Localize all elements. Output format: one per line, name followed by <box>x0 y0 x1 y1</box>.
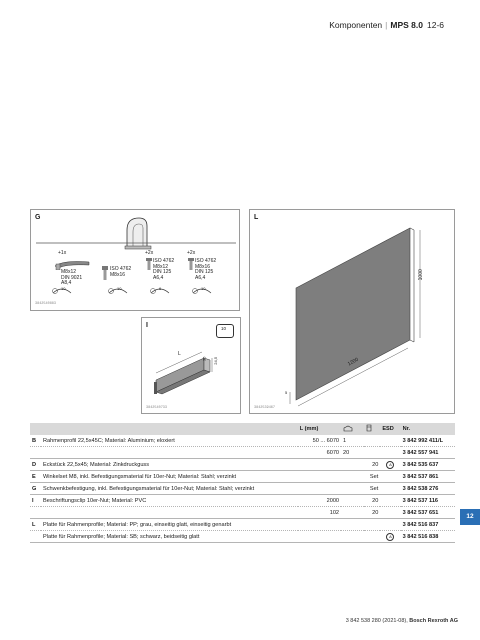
row-part-number: 3 842 537 116 <box>402 497 439 504</box>
row-length <box>298 459 341 471</box>
row-letter: L <box>32 521 36 528</box>
row-esd <box>380 471 400 483</box>
row-length <box>298 483 341 495</box>
row-letter <box>30 531 41 543</box>
row-letter <box>30 507 41 519</box>
panel-label: L <box>254 214 259 221</box>
esd-icon: A <box>386 461 394 469</box>
row-esd <box>380 459 400 471</box>
dimension-height: 1000 <box>417 269 424 281</box>
torque-value: 6 <box>159 286 162 291</box>
row-description: Rahmenprofil 22,5x45C; Material: Aluminium; eloxiert <box>43 437 175 444</box>
row-description: Winkelset M8, inkl. Befestigungsmaterial für 10er-Nut; Material: Stahl; verzinkt <box>43 473 237 480</box>
parts-table <box>30 423 455 543</box>
row-length: 2000 <box>326 497 340 504</box>
row-part-number: 3 842 535 637 <box>402 461 439 468</box>
torque-icon <box>149 287 171 295</box>
row-package: 1 <box>343 437 347 444</box>
row-esd <box>380 531 400 543</box>
row-esd <box>380 507 400 519</box>
row-part-number: 3 842 516 838 <box>402 533 439 540</box>
row-unit: 20 <box>372 509 379 516</box>
row-description <box>41 507 298 519</box>
panel-label: I <box>146 322 148 329</box>
screw-icon <box>145 258 153 270</box>
row-part-number: 3 842 537 861 <box>402 473 439 480</box>
row-length: 6070 <box>326 449 340 456</box>
row-unit: 20 <box>372 497 379 504</box>
row-length: 102 <box>329 509 340 516</box>
table-row <box>30 459 455 471</box>
table-header-row <box>30 423 455 435</box>
row-length: 50 ... 6070 <box>312 437 340 444</box>
plate-drawing <box>250 210 456 415</box>
company-name: Bosch Rexroth AG <box>409 618 458 624</box>
dimension-length: L <box>178 351 181 357</box>
row-esd <box>380 495 400 507</box>
row-length <box>298 519 341 531</box>
row-unit: 20 <box>372 461 379 468</box>
esd-icon: A <box>386 533 394 541</box>
col-length: L (mm) <box>298 423 341 435</box>
panel-i <box>141 317 241 414</box>
row-letter: D <box>32 461 37 468</box>
qty-label: +2x <box>145 250 154 256</box>
torque-value: 10 <box>61 286 66 291</box>
page-footer <box>346 618 458 624</box>
row-letter: G <box>32 485 37 492</box>
dimension-b: 24,5 <box>213 356 219 365</box>
torque-value: 10 <box>117 286 122 291</box>
table-row <box>30 507 455 519</box>
swivel-bracket-drawing <box>123 216 153 250</box>
row-unit <box>364 447 381 459</box>
torque-icon <box>191 287 213 295</box>
drawing-code: 3842540883 <box>35 302 57 306</box>
dimension-a: 35 <box>201 356 207 362</box>
qty-label: +2x <box>187 250 196 256</box>
part-spec: ISO 4762 M8x12 DIN 125 A6,4 <box>153 258 175 281</box>
panel-l <box>249 209 455 414</box>
table-row <box>30 531 455 543</box>
col-package-icon <box>341 423 364 435</box>
row-unit <box>364 531 381 543</box>
table-row <box>30 447 455 459</box>
row-unit: Set <box>369 473 379 480</box>
section-title: Komponenten <box>329 20 383 30</box>
torque-value: 10 <box>201 286 206 291</box>
row-esd <box>380 483 400 495</box>
table-row <box>30 471 455 483</box>
row-package <box>341 507 364 519</box>
row-part-number: 3 842 557 941 <box>402 449 439 456</box>
panel-g <box>30 209 240 311</box>
part-spec: M8x12 DIN 9021 A8,4 <box>61 269 83 287</box>
row-package <box>341 531 364 543</box>
table-row <box>30 519 455 531</box>
document-number: 3 842 538 280 (2021-08), <box>345 618 408 624</box>
dimension-thickness: 5 <box>285 390 288 395</box>
col-unit-icon <box>364 423 381 435</box>
screw-icon <box>187 258 195 270</box>
row-unit <box>364 435 381 447</box>
row-part-number: 3 842 516 837 <box>402 521 439 528</box>
part-spec: ISO 4762 M8x16 <box>110 266 132 278</box>
row-description: Platte für Rahmenprofile; Material: PP; grau, einseitig glatt, einseitig genarbt <box>43 521 232 528</box>
table-row <box>30 483 455 495</box>
row-part-number: 3 842 992 411/L <box>402 437 444 444</box>
divider-line <box>36 242 236 244</box>
row-description: Eckstück 22,5x45; Material: Zinkdruckguss <box>43 461 150 468</box>
qty-label: +1x <box>58 250 67 256</box>
page-header: Komponenten | MPS 8.0 12-6 <box>329 20 444 30</box>
row-package <box>341 519 364 531</box>
label-clip-drawing <box>142 318 242 415</box>
row-esd <box>380 447 400 459</box>
dimension-width: 1200 <box>346 356 360 368</box>
panel-label: G <box>35 214 41 221</box>
screw-icon <box>101 266 109 280</box>
drawing-code: 3842539467 <box>254 406 276 410</box>
col-number: Nr. <box>401 423 455 435</box>
row-package <box>341 495 364 507</box>
col-esd: ESD <box>380 423 400 435</box>
row-esd <box>380 435 400 447</box>
table-row <box>30 495 455 507</box>
row-part-number: 3 842 538 276 <box>402 485 439 492</box>
row-length <box>298 531 341 543</box>
table-row <box>30 435 455 447</box>
row-description: Schwenkbefestigung, inkl. Befestigungsmaterial für 10er-Nut; Material: Stahl; verzinkt <box>43 485 255 492</box>
row-letter: I <box>32 497 34 504</box>
torque-icon <box>107 287 129 295</box>
row-package <box>341 459 364 471</box>
row-letter: E <box>32 473 36 480</box>
part-spec: ISO 4762 M8x16 DIN 125 A6,4 <box>195 258 217 281</box>
torque-badge: 10 <box>216 324 234 338</box>
page-number: 12-6 <box>426 20 444 30</box>
row-package <box>341 471 364 483</box>
row-unit <box>364 519 381 531</box>
row-description: Beschriftungsclip 10er-Nut; Material: PVC <box>43 497 147 504</box>
row-length <box>298 471 341 483</box>
row-package: 20 <box>343 449 350 456</box>
row-description: Platte für Rahmenprofile; Material: SB; schwarz, beidseitig glatt <box>43 533 200 540</box>
row-part-number: 3 842 537 651 <box>402 509 439 516</box>
row-esd <box>380 519 400 531</box>
row-description <box>41 447 298 459</box>
drawing-code: 3842540733 <box>146 406 168 410</box>
row-unit: Set <box>369 485 379 492</box>
chapter-tab[interactable]: 12 <box>460 509 480 525</box>
product-name: MPS 8.0 <box>390 20 423 30</box>
row-letter: B <box>32 437 37 444</box>
row-package <box>341 483 364 495</box>
row-letter <box>30 447 41 459</box>
